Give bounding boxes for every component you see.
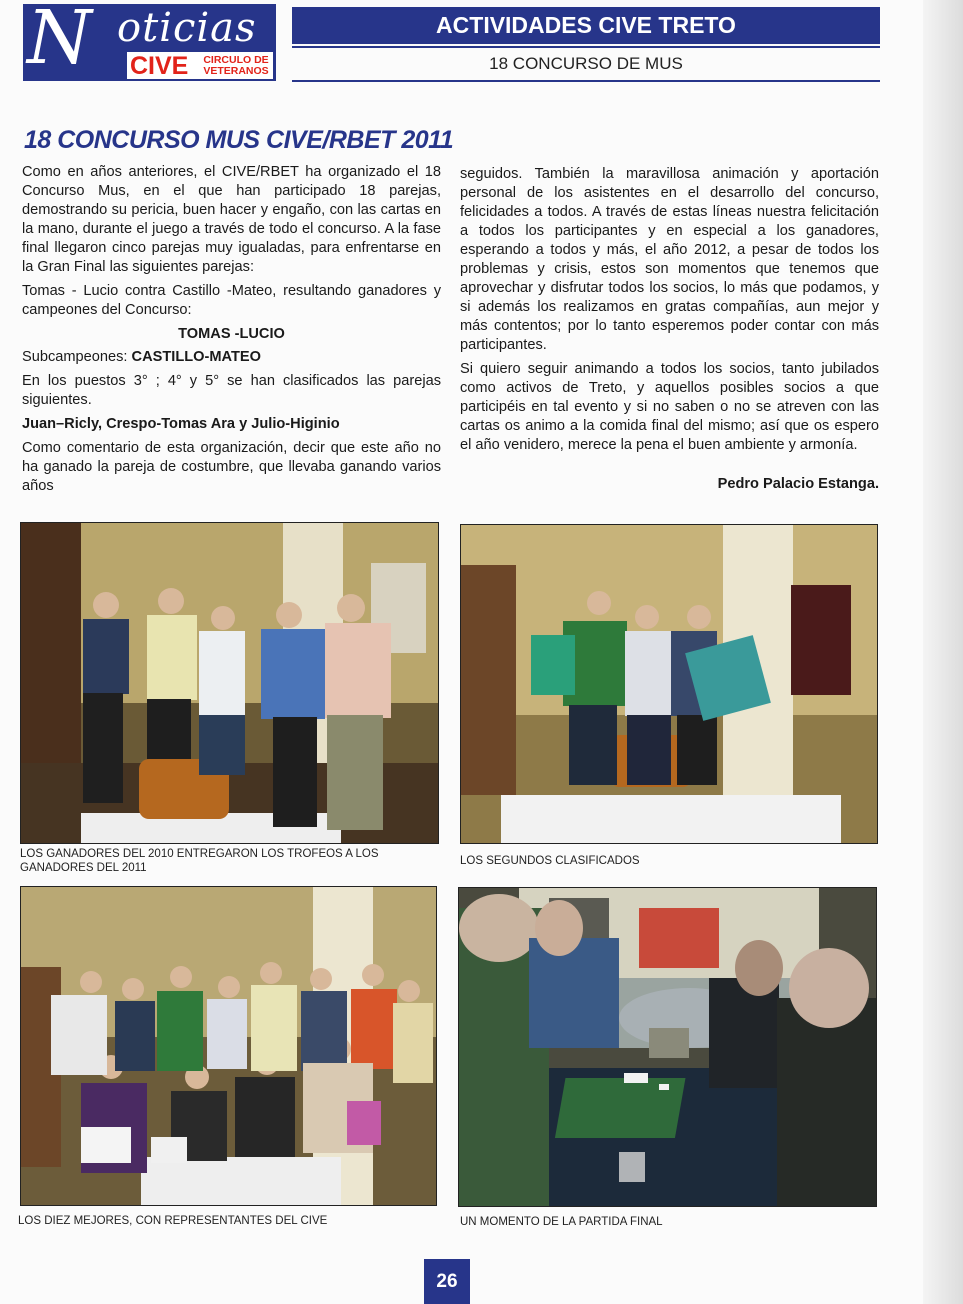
logo-word: oticias <box>117 5 257 51</box>
photo-second-place <box>460 524 878 844</box>
places-names: Juan–Ricly, Crespo-Tomas Ara y Julio-Higinio <box>22 416 340 432</box>
logo-sub2: VETERANOS <box>203 65 269 77</box>
photo-winners <box>20 522 439 844</box>
author-signature: Pedro Palacio Estanga. <box>717 476 879 492</box>
subsection-header: 18 CONCURSO DE MUS <box>489 54 683 73</box>
logo-sub1: CIRCULO DE <box>203 54 269 66</box>
page-number: 26 <box>424 1259 470 1304</box>
paragraph-places: En los puestos 3° ; 4° y 5° se han clasificados las parejas siguientes. <box>22 373 441 408</box>
article-title: 18 CONCURSO MUS CIVE/RBET 2011 <box>24 126 454 154</box>
logo-brand: CIVE <box>130 52 189 80</box>
header-rule-bottom <box>292 80 880 82</box>
paragraph-final: Tomas - Lucio contra Castillo -Mateo, resultando ganadores y campeones del Concurso: <box>22 283 441 318</box>
article-column-right <box>460 165 879 499</box>
noticias-cive-logo <box>23 0 276 81</box>
winners-names: TOMAS -LUCIO <box>178 326 285 342</box>
runners-up-label: Subcampeones: <box>22 349 132 365</box>
logo-subtitle <box>200 55 272 77</box>
paragraph-continued: seguidos. También la maravillosa animación y aportación personal de los asistentes en el desarrollo del concurso, felicidades a todos. A través de estas líneas nuestra felicitación a todos los participantes y en especial a los ganadores, esperando a todos y más, el año 2012, a pesar de todos los problemas y crisis, estos son momentos que tenemos que aprovechar y disfrutar todos los socios, lo más que podamos, y si además los realizamos en gratas compañías, aun mejor y más contentos; por lo tanto esperemos poder contar con más participantes. <box>460 166 879 353</box>
photo-top-ten <box>20 886 437 1206</box>
caption-final-game: UN MOMENTO DE LA PARTIDA FINAL <box>460 1216 663 1228</box>
section-header: ACTIVIDADES CIVE TRETO <box>292 7 880 44</box>
logo-letter: N <box>27 0 92 81</box>
caption-winners: LOS GANADORES DEL 2010 ENTREGARON LOS TROFEOS A LOS GANADORES DEL 2011 <box>20 848 379 874</box>
article-column-left <box>22 163 441 501</box>
runners-up-names: CASTILLO-MATEO <box>131 349 261 365</box>
logo-brand-box <box>127 52 273 79</box>
paragraph-comment: Como comentario de esta organización, decir que este año no ha ganado la pareja de costumbre, que llevaba ganando varios años <box>22 440 441 494</box>
photo-final-game <box>458 887 877 1207</box>
paragraph-invitation: Si quiero seguir animando a todos los socios, tanto jubilados como activos de Treto, y aquellos posibles socios a que participéis en tal evento y si no saben o no se atreven con las cartas os animo a la comida final del mismo; así que os espero el año venidero, merece la pena el buen ambiente y armonía. <box>460 361 879 453</box>
caption-top-ten: LOS DIEZ MEJORES, CON REPRESENTANTES DEL CIVE <box>18 1215 328 1227</box>
caption-second-place: LOS SEGUNDOS CLASIFICADOS <box>460 855 640 867</box>
header-rule-top <box>292 46 880 48</box>
page-edge <box>923 0 963 1304</box>
runners-up-line <box>22 348 441 367</box>
paragraph-intro: Como en años anteriores, el CIVE/RBET ha organizado el 18 Concurso Mus, en el que han participado 18 parejas, demostrando su pericia, buen hacer y engaño, con las cartas en la mano, durante el juego a través de todo el concurso. A la fase final llegaron cinco parejas muy igualadas, para enfrentarse en la Gran Final las siguientes parejas: <box>22 164 441 275</box>
